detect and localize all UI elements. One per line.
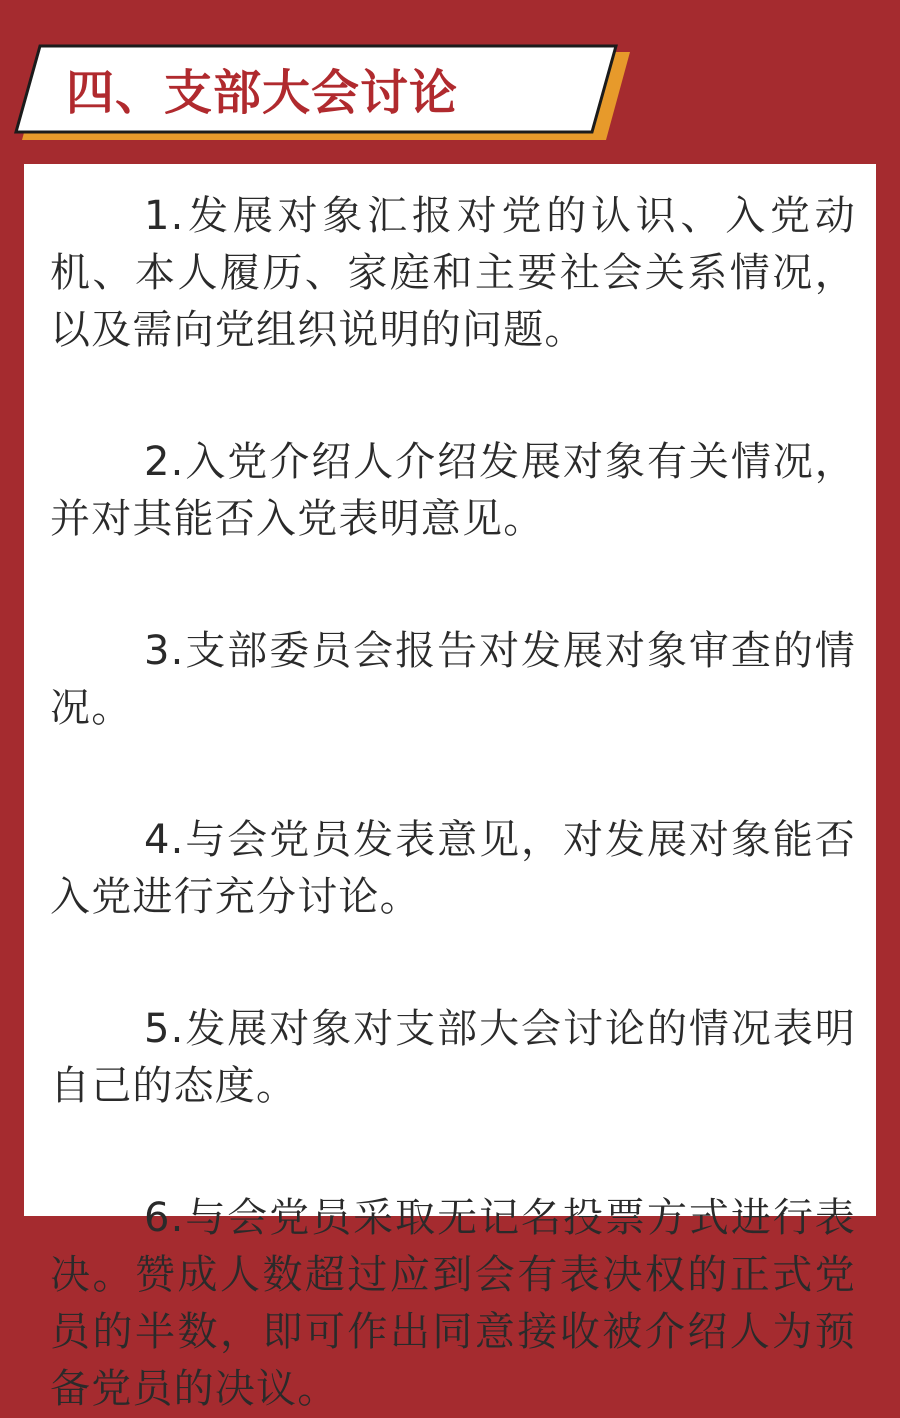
procedure-list — [50, 188, 856, 1418]
list-item: 6.与会党员采取无记名投票方式进行表决。赞成人数超过应到会有表决权的正式党员的半数，即可作出同意接收被介绍人为预备党员的决议。 — [50, 1195, 856, 1412]
section-title: 四、支部大会讨论 — [66, 65, 459, 121]
list-item: 5.发展对象对支部大会讨论的情况表明自己的态度。 — [50, 1006, 856, 1109]
content-panel — [24, 164, 876, 1412]
list-item: 3.支部委员会报告对发展对象审查的情况。 — [50, 628, 856, 731]
list-item: 4.与会党员发表意见，对发展对象能否入党进行充分讨论。 — [50, 817, 856, 920]
list-item: 2.入党介绍人介绍发展对象有关情况，并对其能否入党表明意见。 — [50, 439, 856, 542]
section-banner — [0, 0, 660, 150]
list-item: 1.发展对象汇报对党的认识、入党动机、本人履历、家庭和主要社会关系情况，以及需向党组织说明的问题。 — [50, 193, 856, 353]
